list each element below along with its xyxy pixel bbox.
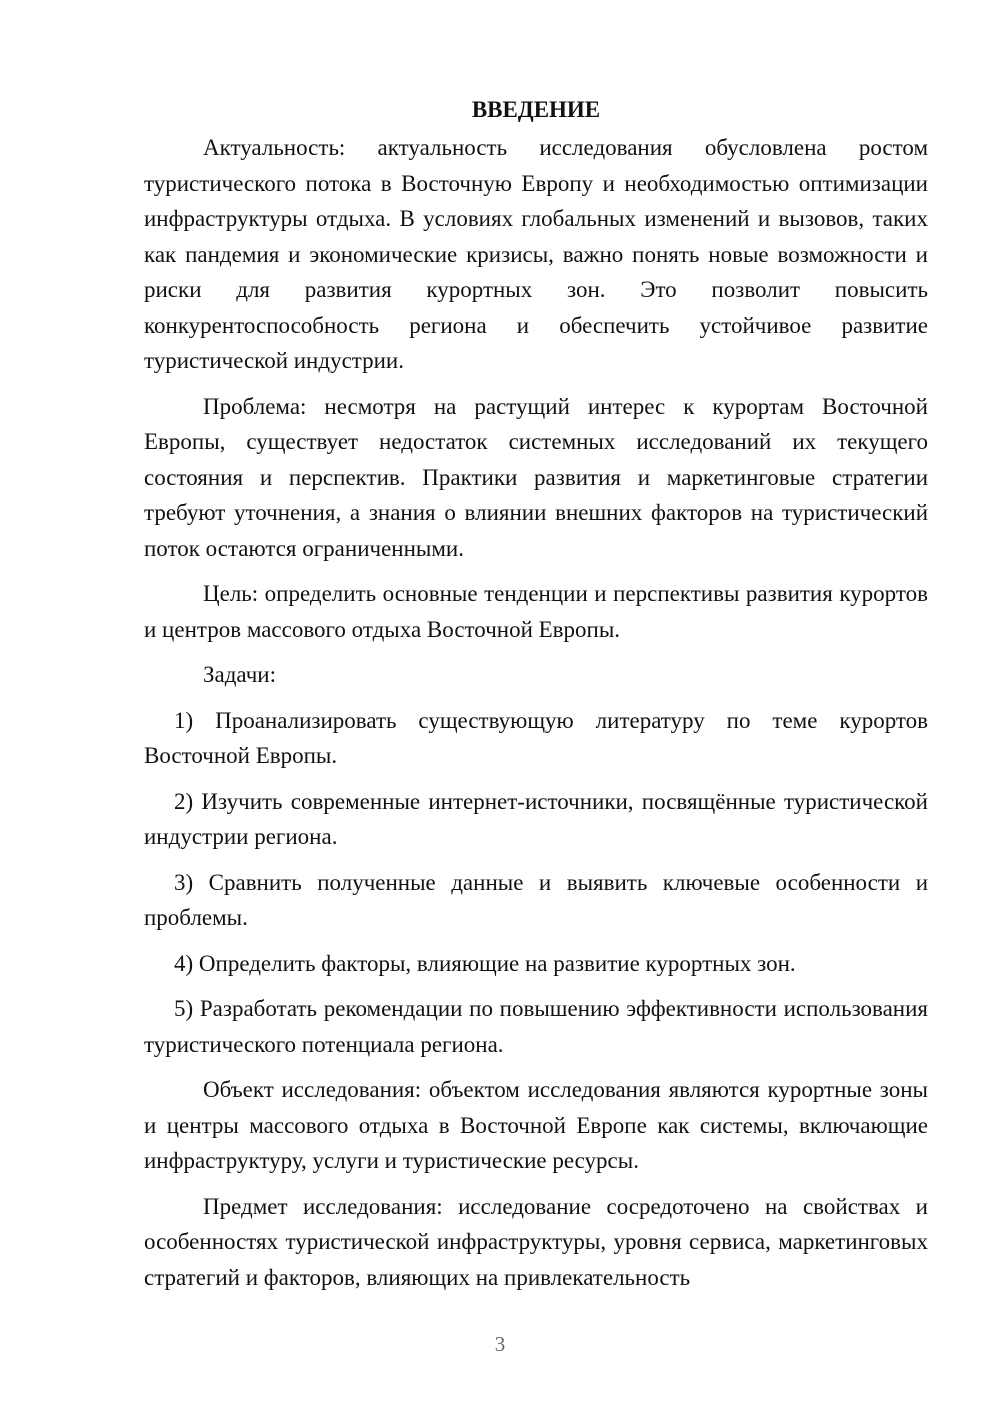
document-page [144, 92, 928, 1305]
list-item: 4) Определить факторы, влияющие на развитие курортных зон. [174, 950, 796, 976]
tasks-list [144, 703, 928, 1063]
goal-paragraph: Цель: определить основные тенденции и перспективы развития курортов и центров массового отдыха Восточной Европы. [144, 581, 928, 642]
list-item: 3) Сравнить полученные данные и выявить ключевые особенности и проблемы. [144, 869, 928, 930]
subject-paragraph: Предмет исследования: исследование сосредоточено на свойствах и особенностях туристической инфраструктуры, уровня сервиса, маркетинговых стратегий и факторов, влияющих на привлекательность [144, 1193, 928, 1290]
object-paragraph: Объект исследования: объектом исследования являются курортные зоны и центры массового отдыха в Восточной Европе как системы, включающие инфраструктуру, услуги и туристические ресурсы. [144, 1077, 928, 1173]
list-item: 5) Разработать рекомендации по повышению эффективности использования туристического потенциала региона. [144, 996, 928, 1057]
list-item: 1) Проанализировать существующую литературу по теме курортов Восточной Европы. [144, 707, 928, 768]
list-item: 2) Изучить современные интернет-источники, посвящённые туристической индустрии региона. [144, 788, 928, 849]
problem-paragraph: Проблема: несмотря на растущий интерес к курортам Восточной Европы, существует недостаток системных исследований их текущего состояния и перспектив. Практики развития и маркетинговые стратегии требуют уточнения, а знания о влиянии внешних факторов на туристический поток остаются ограниченными. [144, 393, 928, 561]
relevance-paragraph: Актуальность: актуальность исследования обусловлена ростом туристического потока в Восточную Европу и необходимостью оптимизации инфраструктуры отдыха. В условиях глобальных изменений и вызовов, таких как пандемия и экономические кризисы, важно понять новые возможности и риски для развития курортных зон. Это позволит повысить конкурентоспособность региона и обеспечить устойчивое развитие туристической индустрии. [144, 135, 928, 373]
section-heading: ВВЕДЕНИЕ [471, 97, 601, 122]
page-number: 3 [494, 1332, 506, 1356]
tasks-label: Задачи: [203, 662, 276, 687]
